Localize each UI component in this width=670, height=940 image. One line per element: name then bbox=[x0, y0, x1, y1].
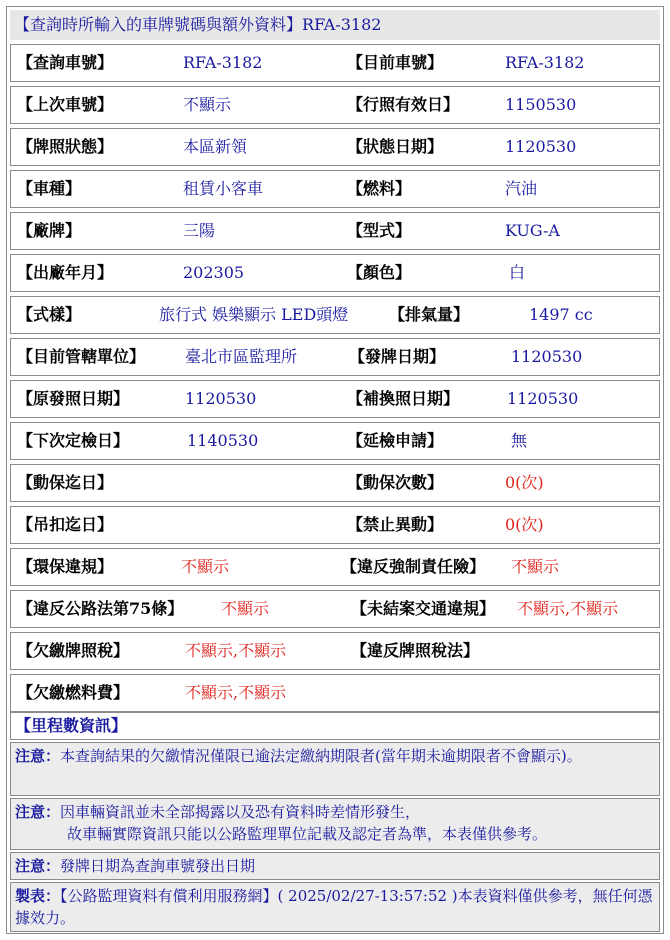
value-model: KUG-A bbox=[505, 221, 560, 240]
label-issue-date: 【發牌日期】 bbox=[349, 347, 446, 366]
label-license-tax-violation: 【違反牌照稅法】 bbox=[351, 641, 480, 660]
value-jurisdiction: 臺北市區監理所 bbox=[185, 347, 298, 366]
row-highway-law bbox=[10, 590, 660, 628]
label-environmental-violation: 【環保違規】 bbox=[17, 557, 114, 576]
note-unpaid bbox=[10, 742, 660, 796]
row-original-license bbox=[10, 380, 660, 418]
note-issue-date bbox=[10, 852, 660, 880]
value-displacement: 1497 cc bbox=[529, 305, 593, 324]
label-suspension-end: 【吊扣迄日】 bbox=[17, 515, 114, 534]
row-jurisdiction bbox=[10, 338, 660, 376]
row-next-inspection bbox=[10, 422, 660, 460]
value-brand: 三陽 bbox=[183, 221, 216, 240]
label-style: 【式樣】 bbox=[17, 305, 82, 324]
label-status-date: 【狀態日期】 bbox=[347, 137, 444, 156]
label-color: 【顏色】 bbox=[347, 263, 412, 282]
value-inspection-extension: 無 bbox=[511, 431, 528, 450]
row-license-tax bbox=[10, 632, 660, 670]
row-brand bbox=[10, 212, 660, 250]
value-open-traffic-violation: 不顯示,不顯示 bbox=[517, 599, 619, 618]
value-replace-license: 1120530 bbox=[507, 389, 579, 408]
label-query-plate: 【查詢車號】 bbox=[17, 53, 114, 72]
footer-text: 本表資料僅供參考，無任何憑據效力。 bbox=[15, 887, 653, 927]
value-unpaid-fuel-fee: 不顯示,不顯示 bbox=[185, 683, 287, 702]
value-fuel: 汽油 bbox=[505, 179, 538, 198]
row-fuel-fee bbox=[10, 674, 660, 712]
label-displacement: 【排氣量】 bbox=[389, 305, 470, 324]
label-current-plate: 【目前車號】 bbox=[347, 53, 444, 72]
label-collateral-end: 【動保迄日】 bbox=[17, 473, 114, 492]
query-header bbox=[10, 10, 660, 40]
label-manufacture-date: 【出廠年月】 bbox=[17, 263, 114, 282]
label-license-valid: 【行照有效日】 bbox=[347, 95, 460, 114]
value-vehicle-type: 租賃小客車 bbox=[183, 179, 264, 198]
label-unpaid-license-tax: 【欠繳牌照稅】 bbox=[17, 641, 130, 660]
value-current-plate: RFA-3182 bbox=[505, 53, 585, 72]
label-highway-law-75: 【違反公路法第75條】 bbox=[17, 599, 184, 618]
header-title: 【查詢時所輸入的車牌號碼與額外資料】 bbox=[14, 15, 303, 34]
note-text: 發牌日期為查詢車號發出日期 bbox=[60, 857, 256, 875]
vehicle-info-sheet bbox=[6, 6, 664, 934]
note-label: 注意： bbox=[15, 857, 61, 875]
value-color: 白 bbox=[509, 263, 526, 282]
label-fuel: 【燃料】 bbox=[347, 179, 412, 198]
note-label: 注意： bbox=[15, 747, 61, 765]
label-model: 【型式】 bbox=[347, 221, 412, 240]
value-collateral-count: 0(次) bbox=[505, 473, 544, 492]
footer-source: 【公路監理資料有償利用服務網】 bbox=[60, 887, 278, 905]
note-text-continued: 故車輛實際資訊只能以公路監理單位記載及認定者為準，本表僅供參考。 bbox=[67, 825, 548, 843]
label-inspection-extension: 【延檢申請】 bbox=[347, 431, 444, 450]
label-brand: 【廠牌】 bbox=[17, 221, 82, 240]
label-unpaid-fuel-fee: 【欠繳燃料費】 bbox=[17, 683, 130, 702]
value-next-inspection: 1140530 bbox=[187, 431, 259, 450]
row-manufacture-date bbox=[10, 254, 660, 292]
value-query-plate: RFA-3182 bbox=[183, 53, 263, 72]
value-environmental-violation: 不顯示 bbox=[181, 557, 230, 576]
label-insurance-violation: 【違反強制責任險】 bbox=[341, 557, 486, 576]
value-unpaid-license-tax: 不顯示,不顯示 bbox=[185, 641, 287, 660]
value-plate-status: 本區新領 bbox=[183, 137, 248, 156]
value-transfer-ban: 0(次) bbox=[505, 515, 544, 534]
label-collateral-count: 【動保次數】 bbox=[347, 473, 444, 492]
row-style bbox=[10, 296, 660, 334]
label-replace-license: 【補換照日期】 bbox=[347, 389, 460, 408]
label-transfer-ban: 【禁止異動】 bbox=[347, 515, 444, 534]
value-insurance-violation: 不顯示 bbox=[511, 557, 560, 576]
label-vehicle-type: 【車種】 bbox=[17, 179, 82, 198]
note-text: 因車輛資訊並未全部揭露以及恐有資料時差情形發生， bbox=[60, 803, 421, 821]
row-vehicle-type bbox=[10, 170, 660, 208]
row-collateral bbox=[10, 464, 660, 502]
value-original-license: 1120530 bbox=[185, 389, 257, 408]
label-open-traffic-violation: 【未結案交通違規】 bbox=[351, 599, 496, 618]
value-issue-date: 1120530 bbox=[511, 347, 583, 366]
value-previous-plate: 不顯示 bbox=[183, 95, 232, 114]
row-plate bbox=[10, 44, 660, 82]
row-previous-plate bbox=[10, 86, 660, 124]
footer-time: ( 2025/02/27-13:57:52 ) bbox=[277, 887, 458, 905]
value-license-valid: 1150530 bbox=[505, 95, 577, 114]
report-footer bbox=[10, 882, 660, 932]
label-jurisdiction: 【目前管轄單位】 bbox=[17, 347, 146, 366]
header-plate: RFA-3182 bbox=[302, 15, 382, 34]
value-style: 旅行式 娛樂顯示 LED頭燈 bbox=[159, 305, 349, 324]
note-label: 注意： bbox=[15, 803, 61, 821]
label-plate-status: 【牌照狀態】 bbox=[17, 137, 114, 156]
row-plate-status bbox=[10, 128, 660, 166]
value-highway-law-75: 不顯示 bbox=[221, 599, 270, 618]
label-next-inspection: 【下次定檢日】 bbox=[17, 431, 130, 450]
value-manufacture-date: 202305 bbox=[183, 263, 245, 282]
footer-label: 製表： bbox=[15, 887, 61, 905]
row-environmental bbox=[10, 548, 660, 586]
value-status-date: 1120530 bbox=[505, 137, 577, 156]
note-text: 本查詢結果的欠繳情況僅限已逾法定繳納期限者(當年期未逾期限者不會顯示)。 bbox=[60, 747, 582, 765]
label-previous-plate: 【上次車號】 bbox=[17, 95, 114, 114]
label-original-license: 【原發照日期】 bbox=[17, 389, 130, 408]
row-suspension bbox=[10, 506, 660, 544]
mileage-section-title: 【里程數資訊】 bbox=[10, 712, 660, 740]
note-disclosure bbox=[10, 798, 660, 850]
